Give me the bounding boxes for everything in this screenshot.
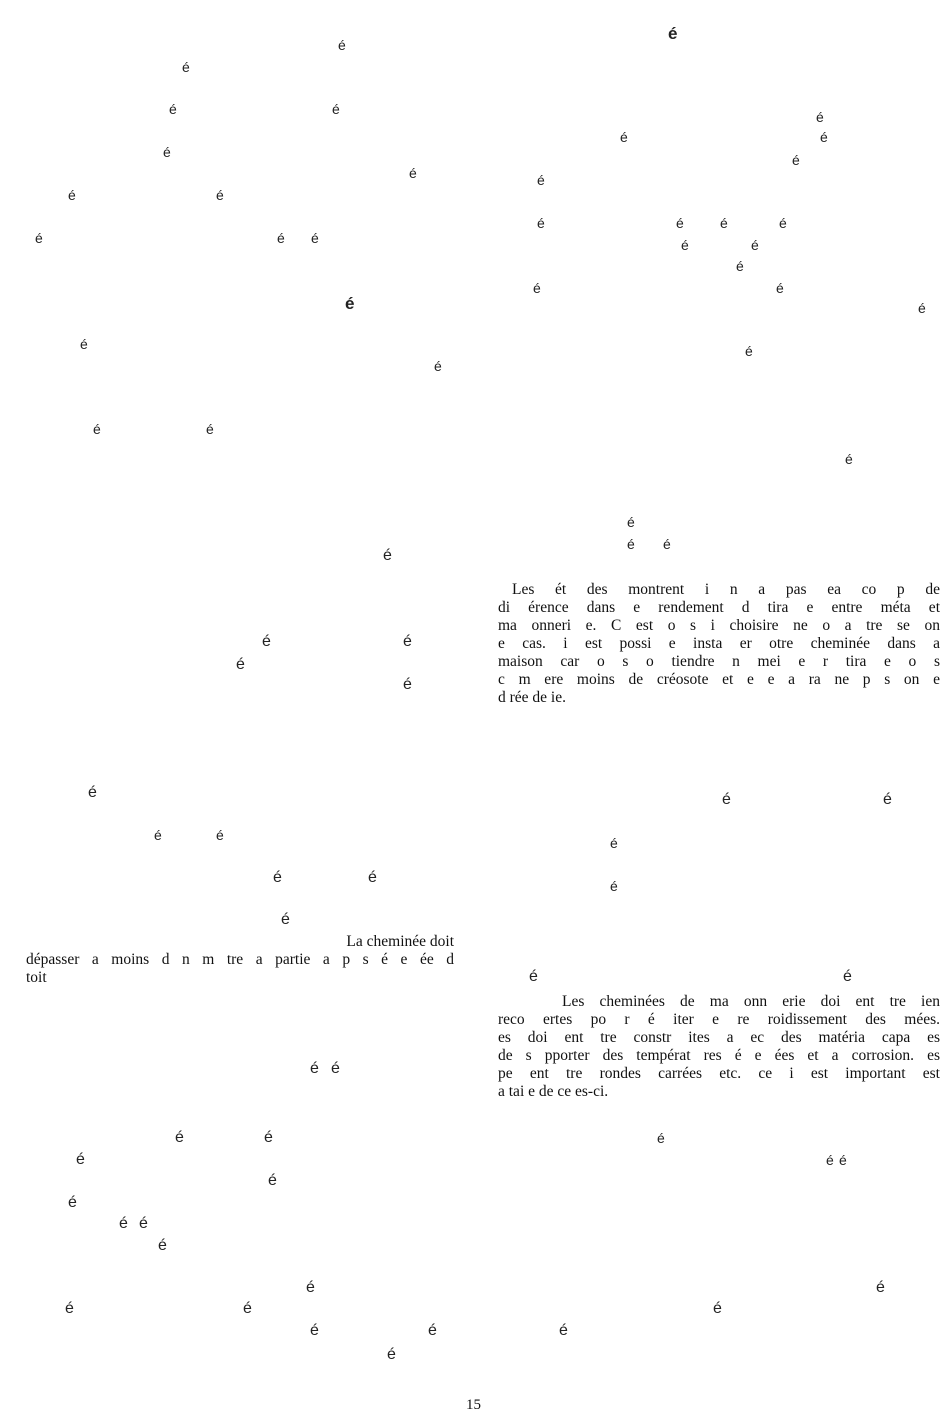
accent-glyph: é: [277, 230, 285, 246]
accent-glyph: é: [236, 656, 245, 673]
paragraph-line: c m ere moins de créosote et e e a ra ne p s on e: [498, 671, 940, 688]
accent-glyph: é: [843, 968, 852, 985]
accent-glyph: é: [68, 1194, 77, 1211]
accent-glyph: é: [169, 101, 177, 117]
accent-glyph: é: [281, 911, 290, 928]
accent-glyph: é: [434, 358, 442, 374]
paragraph-line: pe ent tre rondes carrées etc. ce i est important est: [498, 1065, 940, 1082]
accent-glyph: é: [182, 59, 190, 75]
accent-glyph: é: [154, 827, 162, 843]
paragraph-line: e cas. i est possi e insta er otre cheminée dans a: [498, 635, 940, 652]
accent-glyph: é: [403, 676, 412, 693]
paragraph-line: es doi ent tre constr ites a ec des matéria capa es: [498, 1029, 940, 1046]
draft-paragraph: [498, 581, 940, 707]
accent-glyph: é: [93, 421, 101, 437]
accent-glyph: é: [918, 300, 926, 316]
accent-glyph: é: [345, 294, 355, 313]
paragraph-line: de s pporter des températ res é e ées et a corrosion. es: [498, 1047, 940, 1064]
accent-glyph: é: [216, 827, 224, 843]
accent-glyph: é: [163, 144, 171, 160]
accent-glyph: é: [403, 633, 412, 650]
accent-glyph: é: [311, 230, 319, 246]
accent-glyph: é: [713, 1300, 722, 1317]
accent-glyph: é: [883, 791, 892, 808]
paragraph-line: Les cheminées de ma onn erie doi ent tre ien: [562, 993, 940, 1010]
accent-glyph: é: [792, 152, 800, 168]
accent-glyph: é: [745, 343, 753, 359]
accent-glyph: é: [338, 37, 346, 53]
paragraph-line: ma onneri e. C est o s i choisire ne o a tre se on: [498, 617, 940, 634]
paragraph-line: a tai e de ce es-ci.: [498, 1083, 609, 1100]
accent-glyph: é: [776, 280, 784, 296]
accent-glyph: é: [262, 633, 271, 650]
accent-glyph: é: [306, 1279, 315, 1296]
caption-line: toit: [26, 969, 47, 986]
accent-glyph: é: [206, 421, 214, 437]
accent-glyph: é: [627, 536, 635, 552]
accent-glyph: é: [68, 187, 76, 203]
accent-glyph: é: [80, 336, 88, 352]
accent-glyph: é: [845, 451, 853, 467]
accent-glyph: é: [751, 237, 759, 253]
accent-glyph: é: [722, 791, 731, 808]
paragraph-line: Les ét des montrent i n a pas ea co p de: [512, 581, 940, 598]
page-number: 15: [466, 1397, 481, 1413]
accent-glyph: é: [88, 784, 97, 801]
accent-glyph: é: [65, 1300, 74, 1317]
accent-glyph: é: [559, 1322, 568, 1339]
accent-glyph: é: [268, 1172, 277, 1189]
accent-glyph: é: [663, 536, 671, 552]
accent-glyph: é: [736, 258, 744, 274]
accent-glyph: é: [720, 215, 728, 231]
accent-glyph: é: [273, 869, 282, 886]
paragraph-line: reco ertes po r é iter e re roidissement des mées.: [498, 1011, 940, 1028]
accent-glyph: é: [264, 1129, 273, 1146]
paragraph-line: maison car o s o tiendre n mei e r tira e o s: [498, 653, 940, 670]
masonry-paragraph: [498, 993, 940, 1101]
accent-glyph: é: [816, 109, 824, 125]
accent-glyph: é: [668, 24, 678, 43]
accent-glyph: é: [657, 1130, 665, 1146]
accent-glyph: é: [779, 215, 787, 231]
accent-glyph: é: [620, 129, 628, 145]
accent-glyph: é: [158, 1237, 167, 1254]
accent-glyph: é: [175, 1129, 184, 1146]
accent-glyph: é: [387, 1346, 396, 1363]
accent-glyph: é: [119, 1215, 128, 1232]
accent-glyph: é: [533, 280, 541, 296]
accent-glyph: é: [839, 1152, 847, 1168]
paragraph-line: di érence dans e rendement d tira e entre méta et: [498, 599, 940, 616]
accent-glyph: é: [310, 1322, 319, 1339]
accent-glyph: é: [681, 237, 689, 253]
accent-glyph: é: [310, 1060, 319, 1077]
chimney-height-caption: [26, 933, 454, 987]
accent-glyph: é: [139, 1215, 148, 1232]
accent-glyph: é: [537, 215, 545, 231]
accent-glyph: é: [35, 230, 43, 246]
accent-glyph: é: [610, 878, 618, 894]
caption-line: dépasser a moins d n m tre a partie a p s é e ée d: [26, 951, 454, 968]
accent-glyph: é: [537, 172, 545, 188]
accent-glyph: é: [876, 1279, 885, 1296]
accent-glyph: é: [820, 129, 828, 145]
accent-glyph: é: [76, 1151, 85, 1168]
accent-glyph: é: [216, 187, 224, 203]
accent-glyph: é: [243, 1300, 252, 1317]
caption-line: La cheminée doit: [346, 933, 454, 950]
accent-glyph: é: [610, 835, 618, 851]
accent-glyph: é: [529, 968, 538, 985]
accent-glyph: é: [428, 1322, 437, 1339]
accent-glyph: é: [331, 1060, 340, 1077]
paragraph-line: d rée de ie.: [498, 689, 566, 706]
accent-glyph: é: [676, 215, 684, 231]
accent-glyph: é: [368, 869, 377, 886]
accent-glyph: é: [383, 547, 392, 564]
accent-glyph: é: [409, 165, 417, 181]
accent-glyph: é: [627, 514, 635, 530]
accent-glyph: é: [826, 1152, 834, 1168]
accent-glyph: é: [332, 101, 340, 117]
